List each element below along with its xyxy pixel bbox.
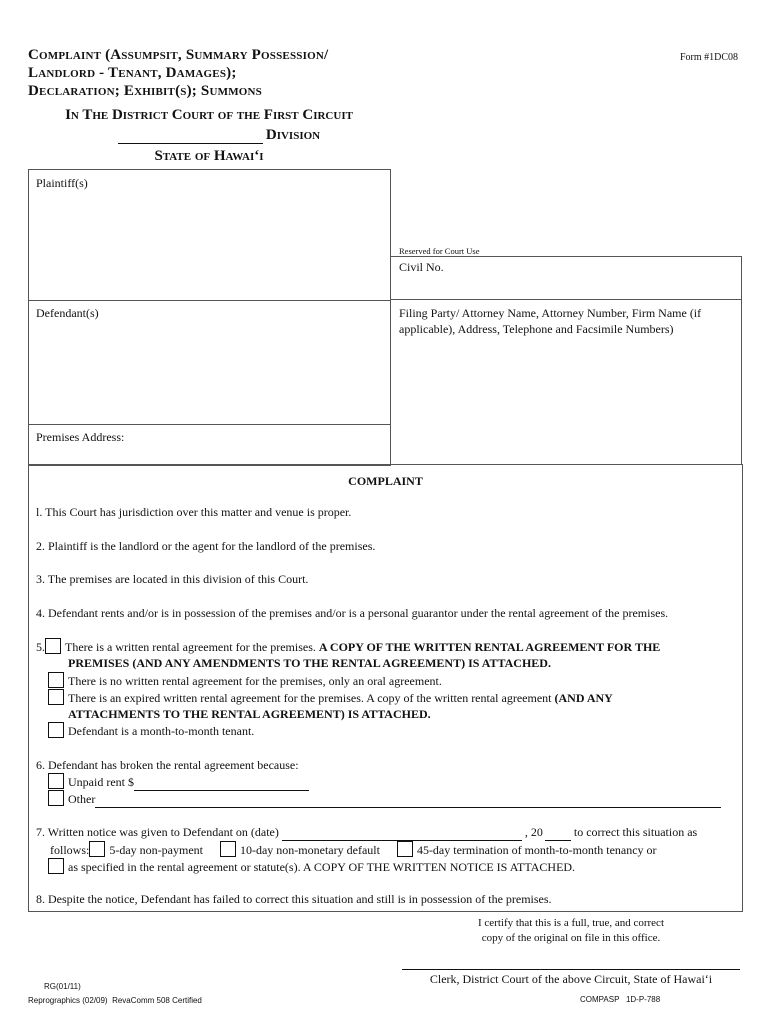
checkbox-other[interactable] bbox=[48, 790, 64, 806]
court-name: In The District Court of the First Circuit bbox=[65, 107, 353, 123]
p7-opt3-text: 45-day termination of month-to-month tenancy or bbox=[416, 843, 657, 857]
title-line-2: Landlord - Tenant, Damages); bbox=[28, 65, 237, 81]
right-border-upper bbox=[741, 256, 742, 464]
title-line-3: Declaration; Exhibit(s); Summons bbox=[28, 83, 262, 99]
checkbox-month-to-month[interactable] bbox=[48, 722, 64, 738]
clerk-label: Clerk, District Court of the above Circuit, State of Hawai‘i bbox=[429, 972, 713, 986]
checkbox-10-day[interactable] bbox=[220, 841, 236, 857]
certify-block bbox=[400, 916, 742, 946]
p6-b-text: Other bbox=[68, 792, 96, 806]
paragraph-4: 4. Defendant rents and/or is in possession of the premises and/or is a personal guarantor under the rental agreement of the premises. bbox=[36, 606, 669, 620]
paragraph-2: 2. Plaintiff is the landlord or the agent for the landlord of the premises. bbox=[36, 539, 376, 553]
checkbox-unpaid-rent[interactable] bbox=[48, 773, 64, 789]
footer-rg: RG(01/11) bbox=[44, 982, 81, 991]
paragraph-5-a bbox=[36, 638, 660, 656]
division-label: Division bbox=[265, 127, 321, 143]
paragraph-6: 6. Defendant has broken the rental agreement because: bbox=[36, 758, 299, 772]
title-line-1: Complaint (Assumpsit, Summary Possession/ bbox=[28, 47, 329, 63]
p5-a-text: There is a written rental agreement for the premises. bbox=[65, 640, 319, 654]
p7-opt2-text: 10-day non-monetary default bbox=[239, 843, 380, 857]
paragraph-3: 3. The premises are located in this division of this Court. bbox=[36, 572, 309, 586]
paragraph-8: 8. Despite the notice, Defendant has failed to correct this situation and still is in possession of the premises. bbox=[36, 892, 552, 906]
checkbox-45-day[interactable] bbox=[397, 841, 413, 857]
checkbox-written-agreement[interactable] bbox=[45, 638, 61, 654]
p5-d-text: Defendant is a month-to-month tenant. bbox=[68, 724, 255, 738]
defendant-divider bbox=[28, 424, 390, 425]
caption-divider bbox=[390, 169, 391, 464]
p5-a-bold-cont: PREMISES (AND ANY AMENDMENTS TO THE RENTAL AGREEMENT) IS ATTACHED. bbox=[68, 656, 551, 670]
p5-number: 5. bbox=[36, 640, 45, 654]
p7-b-text: , 20 bbox=[524, 825, 543, 839]
notice-date-field[interactable] bbox=[282, 828, 522, 841]
other-field[interactable] bbox=[95, 795, 721, 808]
footer-revacomm: RevaComm 508 Certified bbox=[112, 996, 202, 1005]
civil-no-label: Civil No. bbox=[399, 260, 444, 274]
p7-opt1-text: 5-day non-payment bbox=[109, 843, 203, 857]
p6-other bbox=[48, 790, 721, 808]
complaint-heading: COMPLAINT bbox=[348, 474, 423, 488]
footer-reprographics bbox=[28, 996, 202, 1005]
p7-follows: follows: bbox=[50, 843, 90, 857]
form-title bbox=[28, 46, 328, 100]
court-state: State of Hawai‘i bbox=[154, 148, 264, 164]
checkbox-expired-agreement[interactable] bbox=[48, 689, 64, 705]
paragraph-5-d bbox=[48, 722, 254, 740]
paragraph-1: l. This Court has jurisdiction over this matter and venue is proper. bbox=[36, 505, 352, 519]
p7-options bbox=[50, 841, 657, 859]
p6-a-text: Unpaid rent $ bbox=[68, 775, 134, 789]
p5-b-text: There is no written rental agreement for the premises, only an oral agreement. bbox=[68, 674, 442, 688]
p5-a-bold: A COPY OF THE WRITTEN RENTAL AGREEMENT FOR THE bbox=[318, 640, 661, 654]
paragraph-5-c bbox=[48, 689, 613, 707]
paragraph-5-b bbox=[48, 672, 442, 690]
p7-c-text: to correct this situation as bbox=[573, 825, 698, 839]
p5-c-bold-cont: ATTACHMENTS TO THE RENTAL AGREEMENT) IS ATTACHED. bbox=[68, 707, 431, 721]
form-number: Form #1DC08 bbox=[679, 52, 738, 63]
checkbox-oral-agreement[interactable] bbox=[48, 672, 64, 688]
footer-code: COMPASP 1D-P-788 bbox=[580, 995, 661, 1004]
checkbox-as-specified[interactable] bbox=[48, 858, 64, 874]
certify-line-2: copy of the original on file in this office. bbox=[481, 932, 661, 944]
p6-unpaid-rent bbox=[48, 773, 309, 791]
court-division bbox=[28, 127, 400, 144]
plaintiff-label: Plaintiff(s) bbox=[36, 176, 88, 190]
premises-label: Premises Address: bbox=[36, 430, 125, 444]
civil-no-divider bbox=[390, 299, 742, 300]
notice-year-field[interactable] bbox=[545, 828, 571, 841]
reserved-top-line bbox=[390, 256, 742, 257]
paragraph-7 bbox=[36, 824, 697, 841]
checkbox-5-day[interactable] bbox=[89, 841, 105, 857]
p5-c-bold: (AND ANY bbox=[554, 691, 613, 705]
defendant-label: Defendant(s) bbox=[36, 306, 99, 320]
plaintiff-divider bbox=[28, 300, 390, 301]
reserved-label: Reserved for Court Use bbox=[399, 246, 480, 256]
filing-party-label: Filing Party/ Attorney Name, Attorney Number, Firm Name (if applicable), Address, Telephone and Facsimile Numbers) bbox=[399, 306, 702, 336]
p7-opt4-text: as specified in the rental agreement or statute(s). A COPY OF THE WRITTEN NOTICE IS ATTACHED. bbox=[68, 860, 576, 874]
division-blank[interactable] bbox=[118, 129, 263, 144]
p7-specified bbox=[48, 858, 575, 876]
certify-line-1: I certify that this is a full, true, and correct bbox=[477, 917, 664, 929]
clerk-signature-line[interactable] bbox=[402, 969, 740, 970]
p5-c-text: There is an expired written rental agreement for the premises. A copy of the written rental agreement bbox=[68, 691, 555, 705]
footer-repro-text: Reprographics (02/09) bbox=[28, 996, 108, 1005]
p7-a-text: 7. Written notice was given to Defendant on (date) bbox=[36, 825, 279, 839]
